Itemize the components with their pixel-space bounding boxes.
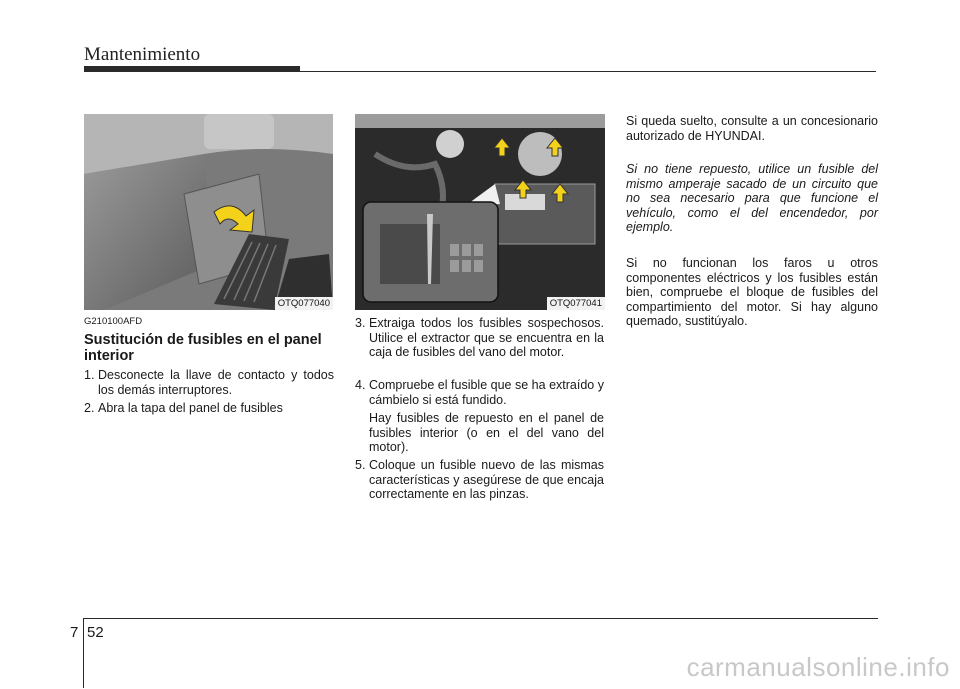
chapter-number: 7 (70, 624, 79, 641)
section-code: G210100AFD (84, 316, 143, 327)
page-number: 52 (87, 624, 104, 641)
interior-panel-illustration (84, 114, 333, 310)
step-text: Compruebe el fusible que se ha extraído y cámbielo si está fundido. (369, 378, 604, 407)
photo-code-middle: OTQ077041 (547, 297, 605, 310)
footer-divider (83, 618, 84, 688)
photo-code-left: OTQ077040 (275, 297, 333, 310)
engine-bay-illustration (355, 114, 605, 310)
step-number: 2. (84, 401, 95, 415)
note-text: Hay fusibles de repuesto en el panel de fusibles interior (o en el del vano del motor). (369, 411, 604, 455)
step-5 (355, 458, 604, 502)
step-4-note (355, 411, 604, 455)
paragraph-no-spare: Si no tiene repuesto, utilice un fusible del mismo amperaje sacado de un circuito que no sea necesario para que funcione el vehículo, como el del encendedor, por ejemplo. (626, 162, 878, 235)
step-text: Desconecte la llave de contacto y todos los demás interruptores. (98, 368, 334, 397)
section-title: Sustitución de fusibles en el panel interior (84, 332, 322, 364)
step-text: Abra la tapa del panel de fusibles (98, 401, 283, 415)
paragraph-check-engine-box: Si no funcionan los faros u otros componentes eléctricos y los fusibles están bien, compruebe el bloque de fusibles del compartimiento del motor. Si hay alguno quemado, sustitúyalo. (626, 256, 878, 329)
step-3 (355, 316, 604, 360)
step-text: Extraiga todos los fusibles sospechosos. Utilice el extractor que se encuentra en la caja de fusibles del vano del motor. (369, 316, 604, 360)
step-4 (355, 378, 604, 407)
step-number: 1. (84, 368, 95, 382)
page-header-title: Mantenimiento (84, 44, 201, 65)
step-2 (84, 401, 334, 416)
photo-engine-fuse-box (355, 114, 605, 310)
step-1 (84, 368, 334, 397)
photo-interior-fuse-panel (84, 114, 333, 310)
step-number: 4. (355, 378, 366, 392)
watermark: carmanualsonline.info (686, 652, 950, 682)
step-number: 5. (355, 458, 366, 472)
footer-rule (83, 618, 878, 619)
step-number: 3. (355, 316, 366, 330)
step-text: Coloque un fusible nuevo de las mismas características y asegúrese de que encaja correctamente en las pinzas. (369, 458, 604, 502)
header-rule (84, 71, 876, 72)
paragraph-loose-fuse: Si queda suelto, consulte a un concesionario autorizado de HYUNDAI. (626, 114, 878, 143)
